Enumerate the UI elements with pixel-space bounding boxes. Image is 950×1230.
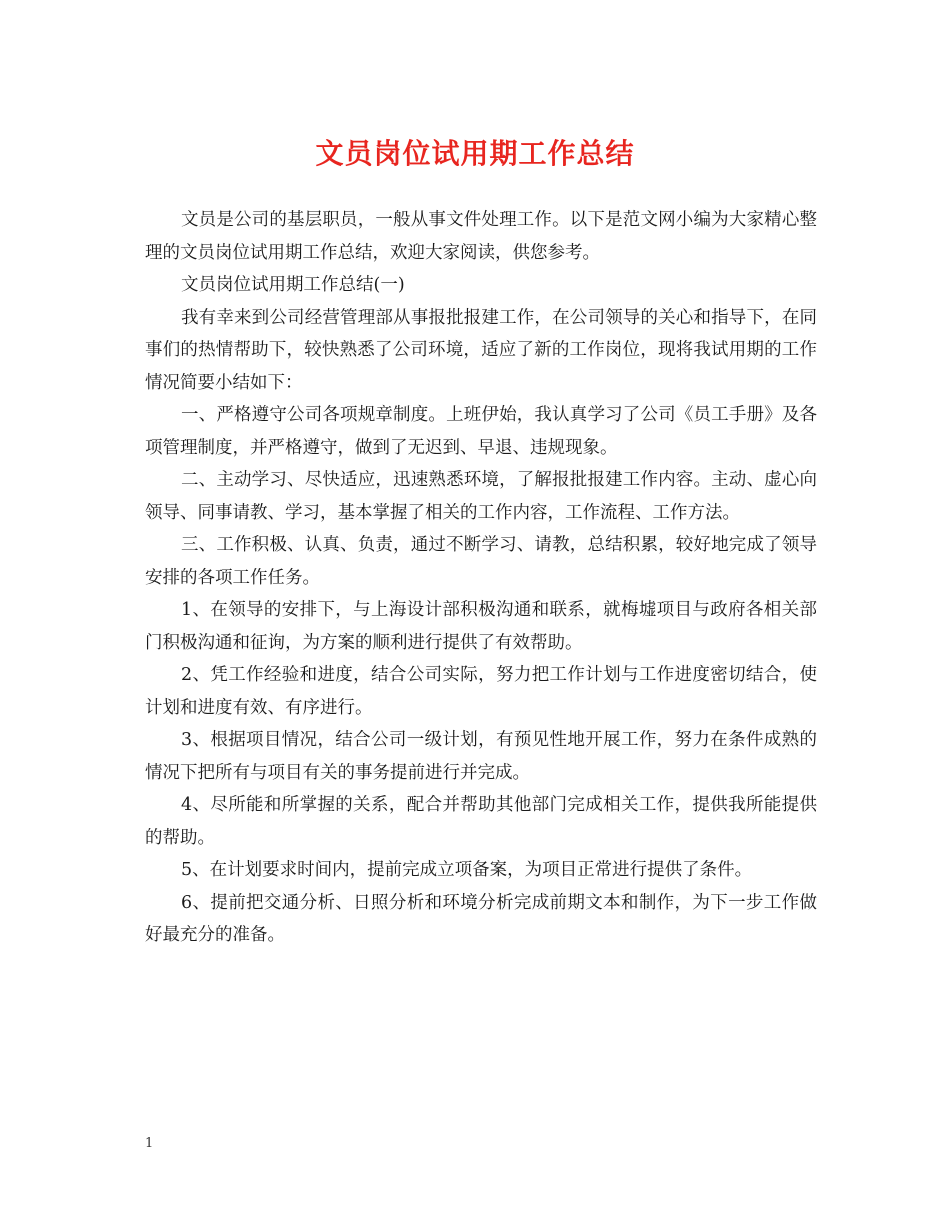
paragraph-item-6: 6、提前把交通分析、日照分析和环境分析完成前期文本和制作，为下一步工作做好最充分的准备。	[145, 892, 817, 945]
paragraph-item-4: 4、尽所能和所掌握的关系，配合并帮助其他部门完成相关工作，提供我所能提供的帮助。	[145, 795, 817, 848]
paragraph-point-2: 二、主动学习、尽快适应，迅速熟悉环境，了解报批报建工作内容。主动、虚心向领导、同事请教、学习，基本掌握了相关的工作内容，工作流程、工作方法。	[145, 470, 817, 523]
paragraph-item-2: 2、凭工作经验和进度，结合公司实际，努力把工作计划与工作进度密切结合，使计划和进度有效、有序进行。	[145, 665, 817, 718]
document-body	[145, 204, 817, 952]
paragraph-item-3: 3、根据项目情况，结合公司一级计划，有预见性地开展工作，努力在条件成熟的情况下把所有与项目有关的事务提前进行并完成。	[145, 730, 817, 783]
paragraph-item-5: 5、在计划要求时间内，提前完成立项备案，为项目正常进行提供了条件。	[181, 860, 753, 880]
paragraph-section-heading: 文员岗位试用期工作总结(一)	[181, 275, 405, 295]
page-number: 1	[145, 1136, 154, 1151]
paragraph-intro: 文员是公司的基层职员，一般从事文件处理工作。以下是范文网小编为大家精心整理的文员岗位试用期工作总结，欢迎大家阅读，供您参考。	[145, 210, 817, 263]
document-title: 文员岗位试用期工作总结	[315, 137, 635, 170]
paragraph-item-1: 1、在领导的安排下，与上海设计部积极沟通和联系，就梅墟项目与政府各相关部门积极沟通和征询，为方案的顺利进行提供了有效帮助。	[145, 600, 817, 653]
paragraph-point-1: 一、严格遵守公司各项规章制度。上班伊始，我认真学习了公司《员工手册》及各项管理制度，并严格遵守，做到了无迟到、早退、违规现象。	[145, 405, 817, 458]
paragraph-point-3: 三、工作积极、认真、负责，通过不断学习、请教，总结积累，较好地完成了领导安排的各项工作任务。	[145, 535, 817, 588]
paragraph-opening: 我有幸来到公司经营管理部从事报批报建工作，在公司领导的关心和指导下，在同事们的热情帮助下，较快熟悉了公司环境，适应了新的工作岗位，现将我试用期的工作情况简要小结如下：	[145, 307, 817, 393]
